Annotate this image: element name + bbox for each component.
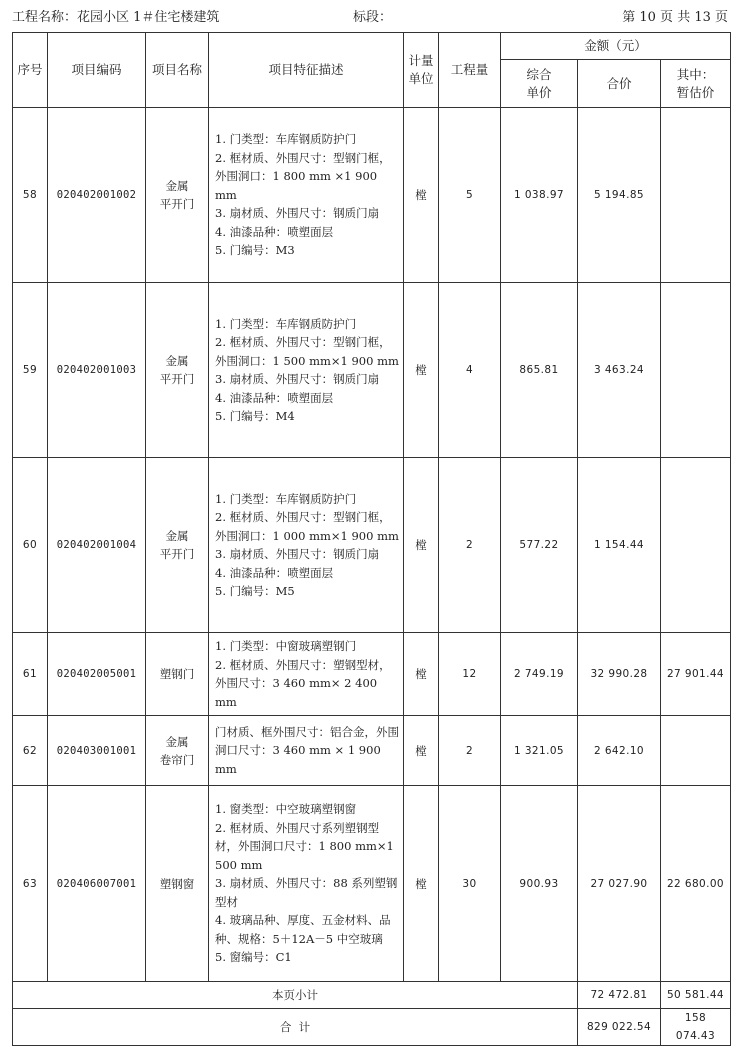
cell-provisional — [661, 458, 731, 633]
cell-desc — [209, 633, 404, 716]
grand-total: 829 022.54 — [578, 1009, 661, 1046]
cell-seq: 58 — [13, 108, 48, 283]
cell-code: 020402005001 — [48, 633, 146, 716]
cell-code: 020402001003 — [48, 283, 146, 458]
table-row — [13, 633, 731, 716]
cell-desc — [209, 283, 404, 458]
desc-line: 5. 门编号：M4 — [215, 409, 295, 423]
desc-line: 1. 门类型：车库钢质防护门 — [215, 491, 357, 506]
cell-qty: 2 — [439, 458, 501, 633]
bill-of-quantities-table — [12, 32, 731, 1046]
cell-code: 020402001004 — [48, 458, 146, 633]
grand-total-row — [13, 1009, 731, 1046]
cell-provisional — [661, 283, 731, 458]
cell-name: 塑钢窗 — [146, 786, 209, 982]
cell-seq: 60 — [13, 458, 48, 633]
subtotal-label: 本页小计 — [13, 982, 578, 1009]
subtotal-row — [13, 982, 731, 1009]
cell-total: 32 990.28 — [578, 633, 661, 716]
table-row — [13, 283, 731, 458]
cell-seq: 63 — [13, 786, 48, 982]
col-code: 项目编码 — [48, 33, 146, 108]
col-total: 合价 — [578, 60, 661, 108]
cell-seq: 62 — [13, 716, 48, 786]
desc-line: 1. 门类型：车库钢质防护门 — [215, 316, 357, 331]
cell-provisional — [661, 108, 731, 283]
col-qty: 工程量 — [439, 33, 501, 108]
cell-seq: 61 — [13, 633, 48, 716]
cell-total: 5 194.85 — [578, 108, 661, 283]
cell-code: 020403001001 — [48, 716, 146, 786]
cell-code: 020402001002 — [48, 108, 146, 283]
desc-line: 门材质、框外围尺寸：铝合金，外围洞口尺寸：3 460 mm × 1 900 mm — [215, 724, 399, 776]
cell-name: 金属 平开门 — [146, 283, 209, 458]
desc-line: 2. 框材质、外围尺寸：塑钢型材，外围尺寸：3 460 mm× 2 400 mm — [215, 657, 391, 709]
desc-line: 3. 扇材质、外围尺寸：钢质门扇 — [215, 372, 380, 386]
cell-qty: 2 — [439, 716, 501, 786]
desc-line: 4. 油漆品种：喷塑面层 — [215, 390, 334, 405]
cell-provisional — [661, 716, 731, 786]
table-row — [13, 786, 731, 982]
table-row — [13, 108, 731, 283]
cell-unit-price: 577.22 — [501, 458, 578, 633]
cell-provisional: 22 680.00 — [661, 786, 731, 982]
desc-line: 3. 扇材质、外围尺寸：钢质门扇 — [215, 547, 380, 561]
cell-qty: 5 — [439, 108, 501, 283]
desc-line: 2. 框材质、外围尺寸：型钢门框，外围洞口：1 500 mm×1 900 mm — [215, 335, 399, 368]
cell-unit: 樘 — [404, 633, 439, 716]
table-row — [13, 716, 731, 786]
subtotal-provisional: 50 581.44 — [661, 982, 731, 1009]
desc-line: 4. 玻璃品种、厚度、五金材料、品种、规格：5＋12A－5 中空玻璃 — [215, 913, 391, 946]
col-unit-price: 综合 单价 — [501, 60, 578, 108]
cell-total: 1 154.44 — [578, 458, 661, 633]
cell-code: 020406007001 — [48, 786, 146, 982]
cell-unit: 樘 — [404, 716, 439, 786]
desc-line: 1. 门类型：车库钢质防护门 — [215, 132, 357, 147]
desc-line: 5. 门编号：M3 — [215, 243, 295, 258]
cell-desc — [209, 458, 404, 633]
desc-line: 4. 油漆品种：喷塑面层 — [215, 224, 334, 239]
grand-provisional: 158 074.43 — [661, 1009, 731, 1046]
col-unit: 计量 单位 — [404, 33, 439, 108]
cell-unit-price: 1 038.97 — [501, 108, 578, 283]
cell-unit-price: 1 321.05 — [501, 716, 578, 786]
cell-qty: 12 — [439, 633, 501, 716]
desc-line: 4. 油漆品种：喷塑面层 — [215, 565, 334, 580]
desc-line: 2. 框材质、外围尺寸：型钢门框，外围洞口：1 000 mm×1 900 mm — [215, 510, 399, 543]
cell-unit: 樘 — [404, 786, 439, 982]
cell-seq: 59 — [13, 283, 48, 458]
page-number: 第 10 页 共 13 页 — [622, 10, 728, 25]
col-name: 项目名称 — [146, 33, 209, 108]
cell-unit: 樘 — [404, 283, 439, 458]
project-name: 工程名称：花园小区 1＃住宅楼建筑 — [12, 10, 220, 25]
desc-line: 5. 窗编号：C1 — [215, 950, 292, 965]
table-row — [13, 458, 731, 633]
cell-unit-price: 865.81 — [501, 283, 578, 458]
cell-total: 27 027.90 — [578, 786, 661, 982]
cell-desc — [209, 786, 404, 982]
section-label: 标段： — [353, 10, 393, 25]
cell-name: 金属 平开门 — [146, 458, 209, 633]
cell-unit-price: 900.93 — [501, 786, 578, 982]
cell-provisional: 27 901.44 — [661, 633, 731, 716]
cell-total: 2 642.10 — [578, 716, 661, 786]
col-seq: 序号 — [13, 33, 48, 108]
col-desc: 项目特征描述 — [209, 33, 404, 108]
cell-total: 3 463.24 — [578, 283, 661, 458]
desc-line: 1. 门类型：中窗玻璃塑钢门 — [215, 639, 357, 653]
grand-total-label: 合 计 — [13, 1009, 578, 1046]
desc-line: 1. 窗类型：中空玻璃塑钢窗 — [215, 802, 357, 817]
cell-unit: 樘 — [404, 458, 439, 633]
cell-unit: 樘 — [404, 108, 439, 283]
cell-name: 塑钢门 — [146, 633, 209, 716]
document-header — [12, 6, 728, 26]
subtotal-total: 72 472.81 — [578, 982, 661, 1009]
desc-line: 3. 扇材质、外围尺寸：钢质门扇 — [215, 206, 380, 221]
cell-name: 金属 卷帘门 — [146, 716, 209, 786]
desc-line: 2. 框材质、外围尺寸系列塑钢型材，外围洞口尺寸：1 800 mm×1 500 mm — [215, 820, 394, 872]
desc-line: 2. 框材质、外围尺寸：型钢门框，外围洞口：1 800 mm ×1 900 mm — [215, 150, 391, 202]
desc-line: 3. 扇材质、外围尺寸：88 系列塑钢型材 — [215, 876, 398, 909]
cell-qty: 4 — [439, 283, 501, 458]
col-provisional: 其中： 暂估价 — [661, 60, 731, 108]
cell-name: 金属 平开门 — [146, 108, 209, 283]
cell-desc — [209, 716, 404, 786]
cell-desc — [209, 108, 404, 283]
cell-qty: 30 — [439, 786, 501, 982]
cell-unit-price: 2 749.19 — [501, 633, 578, 716]
col-amount: 金额（元） — [501, 33, 731, 60]
desc-line: 5. 门编号：M5 — [215, 584, 295, 598]
